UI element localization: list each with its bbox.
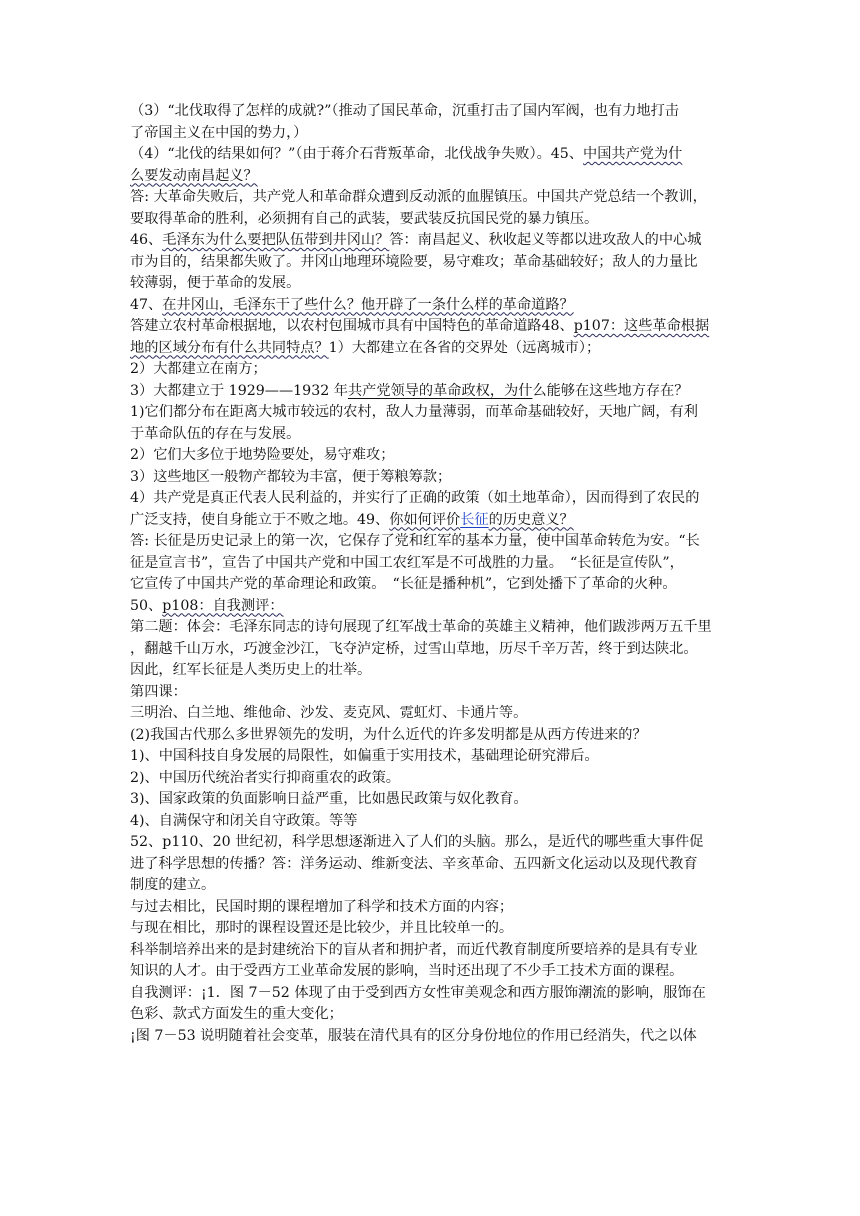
text: 知识的人才。由于受西方工业革命发展的影响，当时还出现了不少手工技术方面的课程。 xyxy=(130,963,684,979)
text: 答建立农村革命根据地，以农村包围城市具有中国特色的革命道路48、 xyxy=(130,318,574,334)
text-line xyxy=(130,359,730,381)
text: ，翻越千山万水，巧渡金沙江，飞夺泸定桥，过雪山草地，历尽千辛万苦，终于到达陕北。 xyxy=(130,640,698,657)
text-line xyxy=(130,230,730,252)
text-line xyxy=(130,402,730,424)
text-line xyxy=(130,1004,730,1026)
text: 答: 大革命失败后，共产党人和革命群众遭到反动派的血腥镇压。中国共产党总结一个教训， xyxy=(130,189,707,205)
question-50-heading: p108：自我测评： xyxy=(162,597,284,614)
text: 1)、中国科技自身发展的局限性，如偏重于实用技术，基础理论研究滞后。 xyxy=(130,748,599,764)
text-line xyxy=(130,1026,730,1048)
text-line xyxy=(130,639,730,661)
text: 答: 长征是历史记录上的第一次，它保存了党和红军的基本力量，使中国革命转危为安。“长 xyxy=(130,533,700,549)
text: 自我测评：¡1．图 7－52 体现了由于受到西方女性审美观念和西方服饰潮流的影响，服饰在 xyxy=(130,984,706,1001)
text-line xyxy=(130,510,730,532)
text-line xyxy=(130,295,730,317)
text: 么能够在这些地方存在？ xyxy=(532,382,689,399)
text-line xyxy=(130,123,730,145)
text-line xyxy=(130,144,730,166)
text: 1)它们都分布在距离大城市较远的农村，敌人力量薄弱，而革命基础较好，天地广阔，有利 xyxy=(130,404,698,420)
text: 因此，红军长征是人类历史上的壮举。 xyxy=(130,662,372,678)
text-line xyxy=(130,467,730,489)
text-line xyxy=(130,574,730,596)
text: 征是宣言书”，宣告了中国共产党和中国工农红军是不可战胜的力量。 “长征是宣传队”， xyxy=(130,554,684,571)
question-46-heading: 毛泽东为什么要把队伍带到井冈山？ xyxy=(162,232,390,248)
text: 3)、国家政策的负面影响日益严重，比如愚民政策与奴化教育。 xyxy=(130,791,528,807)
text: 52、p110、20 世纪初，科学思想逐渐进入了人们的头脑。那么，是近代的哪些重大事件促 xyxy=(130,834,704,850)
text: 3）这些地区一般物产都较为丰富，便于筹粮筹款； xyxy=(130,468,452,485)
text-line xyxy=(130,166,730,188)
text: 46、 xyxy=(130,232,163,248)
text-line xyxy=(130,273,730,295)
text: 2）它们大多位于地势险要处，易守难攻； xyxy=(130,447,395,463)
text-line xyxy=(130,338,730,360)
text-line xyxy=(130,381,730,403)
text-line xyxy=(130,703,730,725)
text-line xyxy=(130,940,730,962)
text: 3）大都建立于 1929——1932 年 xyxy=(130,382,348,399)
text-line xyxy=(130,316,730,338)
question-45-heading: 中国共产党为什 xyxy=(583,146,683,162)
section-heading: 第四课： xyxy=(130,683,187,700)
text-line xyxy=(130,918,730,940)
text: 广泛支持，使自身能立于不败之地。49、 xyxy=(130,511,390,528)
text: 它宣传了中国共产党的革命理论和政策。 “长征是播种机”，它到处播下了革命的火种。 xyxy=(130,576,677,592)
text-line xyxy=(130,531,730,553)
text: 市为目的，结果都失败了。井冈山地理环境险要，易守难攻；革命基础较好；敌人的力量比 xyxy=(130,253,698,270)
question-48-heading: p107：这些革命根据 xyxy=(573,318,710,334)
text-line xyxy=(130,983,730,1005)
text-line xyxy=(130,209,730,231)
text-line xyxy=(130,854,730,876)
text: 了帝国主义在中国的势力，） xyxy=(130,124,308,141)
long-march-link[interactable]: 长征 xyxy=(460,511,489,528)
text-line xyxy=(130,789,730,811)
text-line xyxy=(130,875,730,897)
text: (2)我国古代那么多世界领先的发明，为什么近代的许多发明都是从西方传进来的？ xyxy=(130,726,647,743)
text: 较薄弱，便于革命的发展。 xyxy=(130,275,301,291)
text: ¡图 7－53 说明随着社会变革，服装在清代具有的区分身份地位的作用已经消失，代之以体 xyxy=(130,1027,697,1044)
text: 2）大都建立在南方； xyxy=(130,361,267,377)
text: 50、 xyxy=(130,597,163,614)
text-line xyxy=(130,488,730,510)
question-49-heading-cont: 的历史意义？ xyxy=(488,511,574,528)
text: 进了科学思想的传播？答：洋务运动、维新变法、辛亥革命、五四新文化运动以及现代教育 xyxy=(130,855,698,872)
text: 色彩、款式方面发生的重大变化； xyxy=(130,1006,343,1022)
text-line xyxy=(130,897,730,919)
text-line xyxy=(130,617,730,639)
question-49-heading: 你如何评价 xyxy=(389,511,461,528)
text: 4)、自满保守和闭关自守政策。等等 xyxy=(130,812,358,829)
text-line xyxy=(130,768,730,790)
underlined-phrase: 共产党领导的革命政权，为什 xyxy=(347,382,533,399)
question-48-heading-cont: 地的区域分布有什么共同特点？ xyxy=(130,339,329,356)
text: 与过去相比，民国时期的课程增加了科学和技术方面的内容； xyxy=(130,898,514,915)
text: 47、 xyxy=(130,296,163,313)
text-line xyxy=(130,660,730,682)
text-line xyxy=(130,725,730,747)
text-line xyxy=(130,553,730,575)
text-line xyxy=(130,746,730,768)
text: 制度的建立。 xyxy=(130,877,216,893)
text-line xyxy=(130,445,730,467)
text: 答：南昌起义、秋收起义等都以进攻敌人的中心城 xyxy=(389,232,702,248)
text: 要取得革命的胜利，必须拥有自己的武装，要武装反抗国民党的暴力镇压。 xyxy=(130,210,599,227)
document-body xyxy=(130,101,730,1047)
text: 与现在相比，那时的课程设置还是比较少，并且比较单一的。 xyxy=(130,920,514,936)
text-line xyxy=(130,424,730,446)
text: （4）“北伐的结果如何？”（由于蒋介石背叛革命，北伐战争失败）。45、 xyxy=(130,146,584,162)
text-line xyxy=(130,187,730,209)
text: 2)、中国历代统治者实行抑商重农的政策。 xyxy=(130,769,400,786)
text-line xyxy=(130,811,730,833)
text: 第二题：体会：毛泽东同志的诗句展现了红军战士革命的英雄主义精神，他们跋涉两万五千里 xyxy=(130,619,712,635)
question-47-heading: 在井冈山，毛泽东干了些什么？他开辟了一条什么样的革命道路？ xyxy=(162,296,574,313)
text-line xyxy=(130,101,730,123)
text: 科举制培养出来的是封建统治下的盲从者和拥护者，而近代教育制度所要培养的是具有专业 xyxy=(130,941,698,958)
text-line xyxy=(130,596,730,618)
text: 三明治、白兰地、维他命、沙发、麦克风、霓虹灯、卡通片等。 xyxy=(130,705,528,721)
text: 于革命队伍的存在与发展。 xyxy=(130,425,301,442)
text: 4）共产党是真正代表人民利益的，并实行了正确的政策（如土地革命），因而得到了农民的 xyxy=(130,490,700,506)
text-line xyxy=(130,682,730,704)
text-line xyxy=(130,252,730,274)
text-line xyxy=(130,961,730,983)
text: （3）“北伐取得了怎样的成就?”（推动了国民革命，沉重打击了国内军阀，也有力地打击 xyxy=(130,103,679,119)
text-line xyxy=(130,832,730,854)
question-45-heading-cont: 么要发动南昌起义？ xyxy=(130,167,258,184)
text: 1）大都建立在各省的交界处（远离城市）； xyxy=(328,339,601,356)
